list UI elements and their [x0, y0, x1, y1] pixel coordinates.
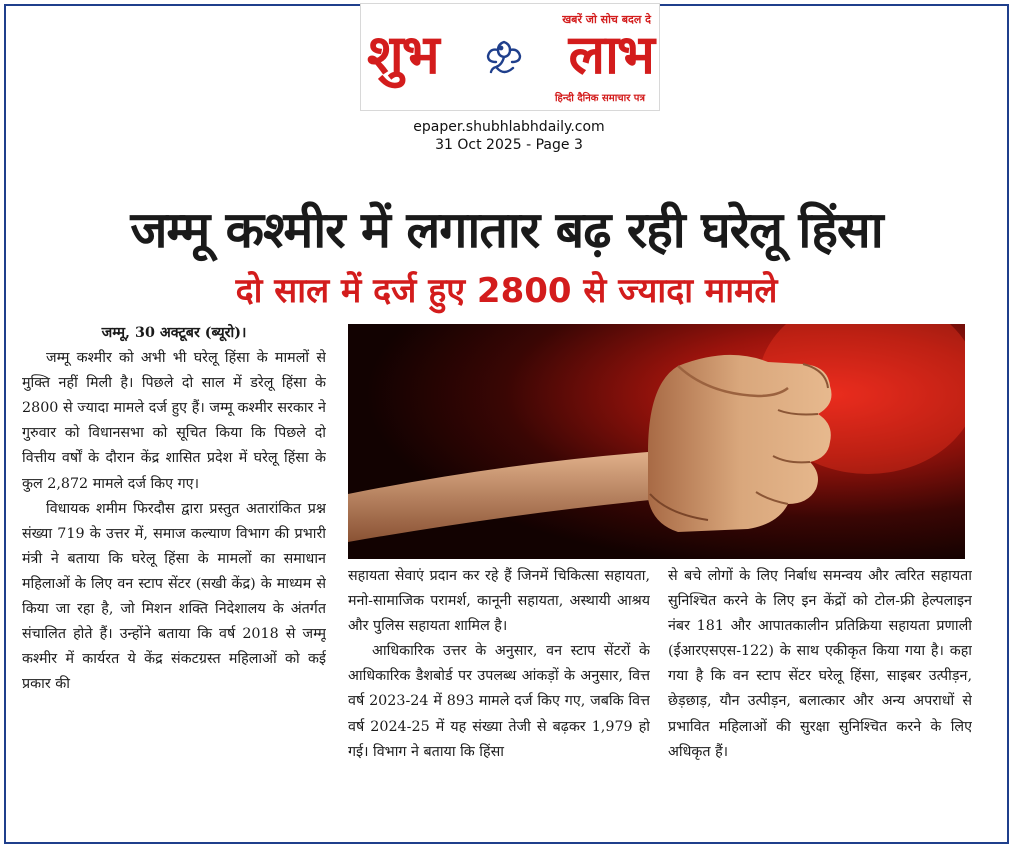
article-column-1: [22, 321, 326, 841]
logo-word-right: लाभ: [568, 23, 653, 86]
article-column-2: [348, 564, 650, 842]
ganesha-emblem-icon: [485, 38, 523, 78]
paragraph: विधायक शमीम फिरदौस द्वारा प्रस्तुत अतारांकित प्रश्न संख्या 719 के उत्तर में, समाज कल्याण विभाग की प्रभारी मंत्री ने बताया कि घरेलू हिंसा के मामलों का समाधान महिलाओं के लिए वन स्टाप सेंटर (सखी केंद्र) के माध्यम से किया जा रहा है, जो मिशन शक्ति निदेशालय के अंतर्गत संचालित होते हैं। उन्होंने बताया कि वर्ष 2018 से जम्मू कश्मीर में कार्यरत ये केंद्र संकटग्रस्त महिलाओं को कई प्रकार की: [22, 500, 326, 693]
paragraph: आधिकारिक उत्तर के अनुसार, वन स्टाप सेंटरों के आधिकारिक डैशबोर्ड पर उपलब्ध आंकड़ों के अनुसार, वित्त वर्ष 2023-24 में 893 मामले दर्ज किए गए, जबकि वित्त वर्ष 2024-25 में यह संख्या तेजी से बढ़कर 1,979 हो गई। विभाग ने बताया कि हिंसा: [348, 643, 650, 760]
paragraph: से बचे लोगों के लिए निर्बाध समन्वय और त्वरित सहायता सुनिश्चित करने के लिए इन केंद्रों को टोल-फ्री हेल्पलाइन नंबर 181 और आपातकालीन प्रतिक्रिया सहायता प्रणाली (ईआरएसएस-122) के साथ एकीकृत किया गया है। कहा गया है कि वन स्टाप सेंटर घरेलू हिंसा, साइबर उत्पीड़न, छेड़छाड़, यौन उत्पीड़न, बलात्कार और अन्य अपराधों से प्रभावित महिलाओं की सुरक्षा सुनिश्चित करने के लिए अधिकृत हैं।: [668, 568, 972, 760]
article-headline: जम्मू कश्मीर में लगातार बढ़ रही घरेलू हिंसा: [130, 201, 883, 259]
edition-date-page: 31 Oct 2025 - Page 3: [435, 137, 583, 153]
masthead-tagline: खबरें जो सोच बदल दे: [562, 13, 651, 26]
masthead-subtagline: हिन्दी दैनिक समाचार पत्र: [554, 93, 645, 104]
newspaper-logo: [367, 22, 653, 88]
paragraph: सहायता सेवाएं प्रदान कर रहे हैं जिनमें चिकित्सा सहायता, मनो-सामाजिक परामर्श, कानूनी सहायता, अस्थायी आश्रय और पुलिस सहायता शामिल है।: [348, 568, 650, 635]
source-site-link[interactable]: epaper.shubhlabhdaily.com: [413, 119, 605, 135]
article-subheadline: दो साल में दर्ज हुए 2800 से ज्यादा मामले: [235, 271, 778, 311]
paragraph: जम्मू कश्मीर को अभी भी घरेलू हिंसा के मामलों से मुक्ति नहीं मिली है। पिछले दो साल में डरेलू हिंसा के 2800 से ज्यादा मामले दर्ज हुए हैं। जम्मू कश्मीर सरकार ने गुरुवार को विधानसभा को सूचित किया कि पिछले दो वित्तीय वर्षों के दौरान केंद्र शासित प्रदेश में घरेलू हिंसा के कुल 2,872 मामले दर्ज किए गए।: [22, 350, 326, 492]
article-column-3: [668, 564, 972, 842]
masthead[interactable]: [360, 3, 660, 111]
logo-word-left: शुभ: [367, 23, 438, 86]
source-info: [360, 118, 658, 154]
dateline: जम्मू, 30 अक्टूबर (ब्यूरो)।: [101, 325, 247, 341]
clenched-fist-photo: [348, 324, 965, 559]
